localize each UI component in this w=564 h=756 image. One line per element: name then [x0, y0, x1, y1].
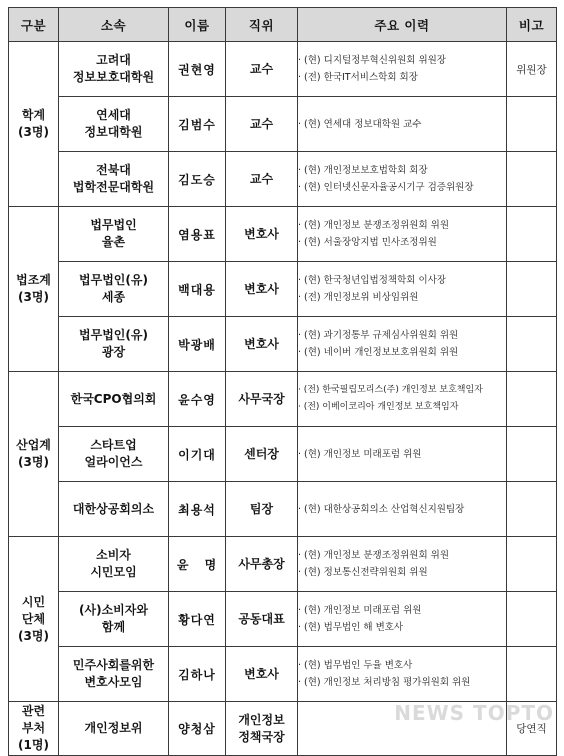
committee-roster-table — [8, 7, 557, 756]
name-cell: 김범수 — [169, 97, 226, 152]
note-cell — [507, 537, 557, 592]
position-cell: 사무총장 — [226, 537, 298, 592]
history-cell: · (현) 대한상공회의소 산업혁신지원팀장 — [298, 482, 507, 537]
position-cell: 개인정보 정책국장 — [226, 702, 298, 756]
name-cell: 김도승 — [169, 152, 226, 207]
position-cell: 교수 — [226, 152, 298, 207]
name-cell: 윤수영 — [169, 372, 226, 427]
name-cell: 황다연 — [169, 592, 226, 647]
note-cell: 위원장 — [507, 42, 557, 97]
name-cell: 양청삼 — [169, 702, 226, 756]
note-cell — [507, 207, 557, 262]
position-cell: 센터장 — [226, 427, 298, 482]
affiliation-cell: 전북대 법학전문대학원 — [59, 152, 169, 207]
name-cell: 박광배 — [169, 317, 226, 372]
group-cell-academia: 학계 (3명) — [9, 42, 59, 207]
header-name: 이름 — [169, 8, 226, 42]
note-cell — [507, 152, 557, 207]
history-cell: · (현) 과기정통부 규제심사위원회 위원 · (현) 네이버 개인정보보호위원회 위원 — [298, 317, 507, 372]
name-cell: 윤 명 — [169, 537, 226, 592]
name-cell: 염용표 — [169, 207, 226, 262]
table-row — [9, 152, 557, 207]
position-cell: 변호사 — [226, 317, 298, 372]
note-cell: 당연직 — [507, 702, 557, 756]
table-row — [9, 537, 557, 592]
header-note: 비고 — [507, 8, 557, 42]
history-cell: · (현) 개인정보보호법학회 회장 · (현) 인터넷신문자율공시기구 검증위원장 — [298, 152, 507, 207]
header-position: 직위 — [226, 8, 298, 42]
note-cell — [507, 262, 557, 317]
table-row — [9, 372, 557, 427]
group-cell-law: 법조계 (3명) — [9, 207, 59, 372]
header-group: 구분 — [9, 8, 59, 42]
affiliation-cell: 대한상공회의소 — [59, 482, 169, 537]
history-cell: · (현) 디지털정부혁신위원회 위원장 · (전) 한국IT서비스학회 회장 — [298, 42, 507, 97]
name-cell: 권현영 — [169, 42, 226, 97]
history-cell: · (현) 법무법인 두율 변호사 · (현) 개인정보 처리방침 평가위원회 위원 — [298, 647, 507, 702]
affiliation-cell: 고려대 정보보호대학원 — [59, 42, 169, 97]
table-row — [9, 592, 557, 647]
group-cell-gov: 관련 부처 (1명) — [9, 702, 59, 756]
name-cell: 최용석 — [169, 482, 226, 537]
note-cell — [507, 482, 557, 537]
history-cell: · (현) 연세대 정보대학원 교수 — [298, 97, 507, 152]
table-row — [9, 427, 557, 482]
group-cell-civic: 시민 단체 (3명) — [9, 537, 59, 702]
position-cell: 교수 — [226, 97, 298, 152]
affiliation-cell: 민주사회를위한 변호사모임 — [59, 647, 169, 702]
header-affiliation: 소속 — [59, 8, 169, 42]
history-cell: · (현) 개인정보 미래포럼 위원 — [298, 427, 507, 482]
position-cell: 변호사 — [226, 647, 298, 702]
affiliation-cell: 연세대 정보대학원 — [59, 97, 169, 152]
position-cell: 공동대표 — [226, 592, 298, 647]
note-cell — [507, 592, 557, 647]
name-cell: 백대용 — [169, 262, 226, 317]
position-cell: 변호사 — [226, 262, 298, 317]
history-cell: · (현) 개인정보 분쟁조정위원회 위원 · (현) 서울장앙지법 민사조정위원 — [298, 207, 507, 262]
affiliation-cell: 소비자 시민모임 — [59, 537, 169, 592]
table-row — [9, 207, 557, 262]
position-cell: 사무국장 — [226, 372, 298, 427]
affiliation-cell: 스타트업 얼라이언스 — [59, 427, 169, 482]
position-cell: 교수 — [226, 42, 298, 97]
affiliation-cell: (사)소비자와 함께 — [59, 592, 169, 647]
affiliation-cell: 한국CPO협의회 — [59, 372, 169, 427]
history-cell: · (전) 한국필립모리스(주) 개인정보 보호책임자 · (전) 이베이코리아 개인정보 보호책임자 — [298, 372, 507, 427]
note-cell — [507, 427, 557, 482]
note-cell — [507, 372, 557, 427]
note-cell — [507, 647, 557, 702]
name-cell: 김하나 — [169, 647, 226, 702]
affiliation-cell: 개인정보위 — [59, 702, 169, 756]
table-row — [9, 482, 557, 537]
affiliation-cell: 법무법인(유) 광장 — [59, 317, 169, 372]
history-cell: · (현) 개인정보 미래포럼 위원 · (현) 법무법인 해 변호사 — [298, 592, 507, 647]
note-cell — [507, 97, 557, 152]
affiliation-cell: 법무법인(유) 세종 — [59, 262, 169, 317]
name-cell: 이기대 — [169, 427, 226, 482]
header-history: 주요 이력 — [298, 8, 507, 42]
position-cell: 팀장 — [226, 482, 298, 537]
table-row — [9, 647, 557, 702]
table-header-row — [9, 8, 557, 42]
watermark-logo: NEWS TOPTO — [394, 701, 554, 725]
affiliation-cell: 법무법인 율촌 — [59, 207, 169, 262]
history-cell: · (현) 한국청년입법정책학회 이사장 · (전) 개인정보위 비상임위원 — [298, 262, 507, 317]
table-row — [9, 317, 557, 372]
table-row — [9, 262, 557, 317]
note-cell — [507, 317, 557, 372]
history-cell: · (현) 개인정보 분쟁조정위원회 위원 · (현) 정보통신전략위원회 위원 — [298, 537, 507, 592]
group-cell-industry: 산업계 (3명) — [9, 372, 59, 537]
table-row — [9, 97, 557, 152]
position-cell: 변호사 — [226, 207, 298, 262]
table-row — [9, 42, 557, 97]
